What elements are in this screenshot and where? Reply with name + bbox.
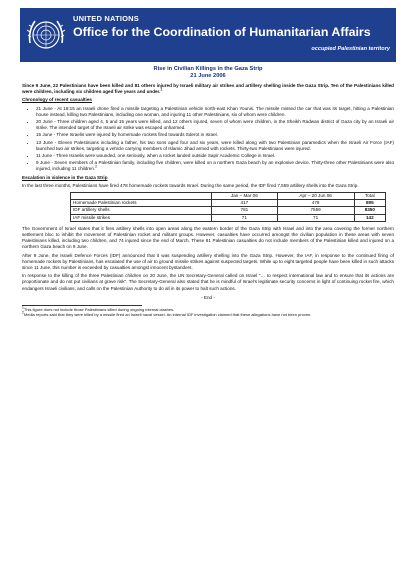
footnote-text: Media reports said that they were killed by a missile fired an Israeli naval vessel. An internal IDF investigation claimed that these allegations have not been proven. <box>23 312 312 318</box>
body-paragraph: In response to the killing of the three Palestinian children on 20 June, the UN Secretary-General called on Israel "… to respect international law and to ensure that its actions are proportionate and do not put civilians at grave risk". The Secretary-General also stated that he is mindful of Israel's legitimate security concerns in light of continuing rocket fire, which endangers Israeli civilians, and calls on the Palestinian Authority to do all in its power to halt such actions. <box>22 273 394 291</box>
list-item-text: 9 June - Seven members of a Palestinian family, including five children, were killed on a northern Gaza beach by an explosive device. Thirty-three other Palestinians were also injured, including 11 children. <box>36 160 394 172</box>
table-row <box>71 200 386 207</box>
footnote-text: This figure does not include those Palestinians killed during ongoing internal clashes. <box>23 307 175 313</box>
document-body <box>22 66 394 317</box>
table-header-cell: Total <box>354 193 385 200</box>
list-item: • 20 June - Three children aged 4, 5 and 15 years were killed, and 12 others injured, seven of whom were children, in the Sheikh Radwan district of Gaza city by an Israeli air strike. The intended target of the Israeli air strike was escaped unharmed. <box>36 119 394 131</box>
table-cell: 895 <box>354 200 385 207</box>
list-item: • 21 June - At 18:15 an Israeli drone fired a missile targeting a Palestinian vehicle north-east Khan Younis. The missile missed the car that was its target, hitting a Palestinian house instead, killing two Palestinians, including one woman, and injuring 11 other Palestinians, six of whom were children. <box>36 106 394 118</box>
footnote-divider <box>22 305 142 306</box>
body-paragraph: After 9 June, the Israeli Defence Forces (IDF) announced that it was suspending artillery shelling into the Gaza Strip. However, the IAF, in response to the continued firing of homemade rockets by Palestinians, has escalated the use of air to ground missile strikes against suspected targets. While up to eight targeted people have been killed in such attacks since 11 June, this number is exceeded by casualties amongst innocent bystanders. <box>22 252 394 271</box>
footnote-ref-1[interactable]: 1 <box>160 87 163 92</box>
org-name: Office for the Coordination of Humanitarian Affairs <box>73 25 371 39</box>
footnote-number: 1 <box>22 305 24 310</box>
list-item: • 15 June - Three Israelis were injured by homemade rockets fired towards Sderot in Israel. <box>36 132 394 138</box>
table-cell: 142 <box>354 214 385 221</box>
table-cell: 478 <box>277 200 354 207</box>
un-emblem-icon <box>24 13 68 57</box>
footnote-ref-2[interactable]: 2 <box>95 164 98 169</box>
table-row <box>71 214 386 221</box>
list-item: • 11 June - Three Israelis were wounded, one seriously, when a rocket landed outside Sapir Academic College in Israel. <box>36 153 394 159</box>
table-cell: 8350 <box>354 207 385 214</box>
end-marker: - End - <box>201 294 215 300</box>
document-date: 21 June 2006 <box>190 73 226 79</box>
document-title: Rise in Civilian Killings in the Gaza Strip <box>153 66 263 72</box>
table-header-cell: Jan – Mar 06 <box>212 193 277 200</box>
table-cell: 781 <box>212 207 277 214</box>
footnote <box>22 312 394 317</box>
org-subtitle: occupied Palestinian territory <box>311 46 390 52</box>
escalation-heading: Escalation in violence in the Gaza Strip <box>22 174 108 180</box>
row-label: IDF artillery shells <box>71 207 212 214</box>
list-item: • 13 June - Eleven Palestinians including a father, his two sons aged four and six years, were killed along with two Palestinian paramedics when the Israeli Air Force (IAF) launched two air strikes, targeting a vehicle carrying members of Islamic Jihad armed with rockets. Thirty-two Palestinians were injured. <box>36 140 394 152</box>
intro-paragraph <box>22 83 394 95</box>
table-header-row <box>71 193 386 200</box>
escalation-paragraph: In the last three months, Palestinians have fired 478 homemade rockets towards Israel. During the same period, the IDF fired 7,559 artillery shells into the Gaza Strip. <box>22 182 359 188</box>
row-label: IAF missile strikes <box>71 214 212 221</box>
table-cell: 71 <box>277 214 354 221</box>
intro-text: Since 9 June, 22 Palestinians have been killed and 81 others injured by Israeli military air strikes and artillery shelling inside the Gaza Strip. Ten of the Palestinians killed were children, including six children aged five years and under. <box>22 83 394 95</box>
row-label: Homemade Palestinian rockets <box>71 200 212 207</box>
table-row <box>71 207 386 214</box>
rockets-shells-table <box>70 192 386 222</box>
header-banner <box>20 8 396 62</box>
body-paragraph: The Government of Israel states that it fires artillery shells into open areas along the eastern border of the Gaza Strip with Israel and into the area covering the former northern settlement bloc to inhibit the movement of Palestinian rocket and militant groups. However, casualties have occurred amongst the civilian population in these areas with seven Palestinians killed, including two children, and 74 injured since the end of March. These 81 Palestinian casualties do not include members of the Palestinian killed and injured on a northern Gaza beach on 9 June. <box>22 225 394 250</box>
table-cell: 71 <box>212 214 277 221</box>
list-item <box>36 160 394 172</box>
org-top-line: UNITED NATIONS <box>73 14 139 23</box>
footnote-number: 2 <box>22 310 24 315</box>
table-header-cell <box>71 193 212 200</box>
table-cell: 417 <box>212 200 277 207</box>
chronology-list <box>22 106 394 173</box>
chronology-heading: Chronology of recent casualties <box>22 97 92 103</box>
table-header-cell: Apr – 20 Jun 06 <box>277 193 354 200</box>
table-cell: 7559 <box>277 207 354 214</box>
